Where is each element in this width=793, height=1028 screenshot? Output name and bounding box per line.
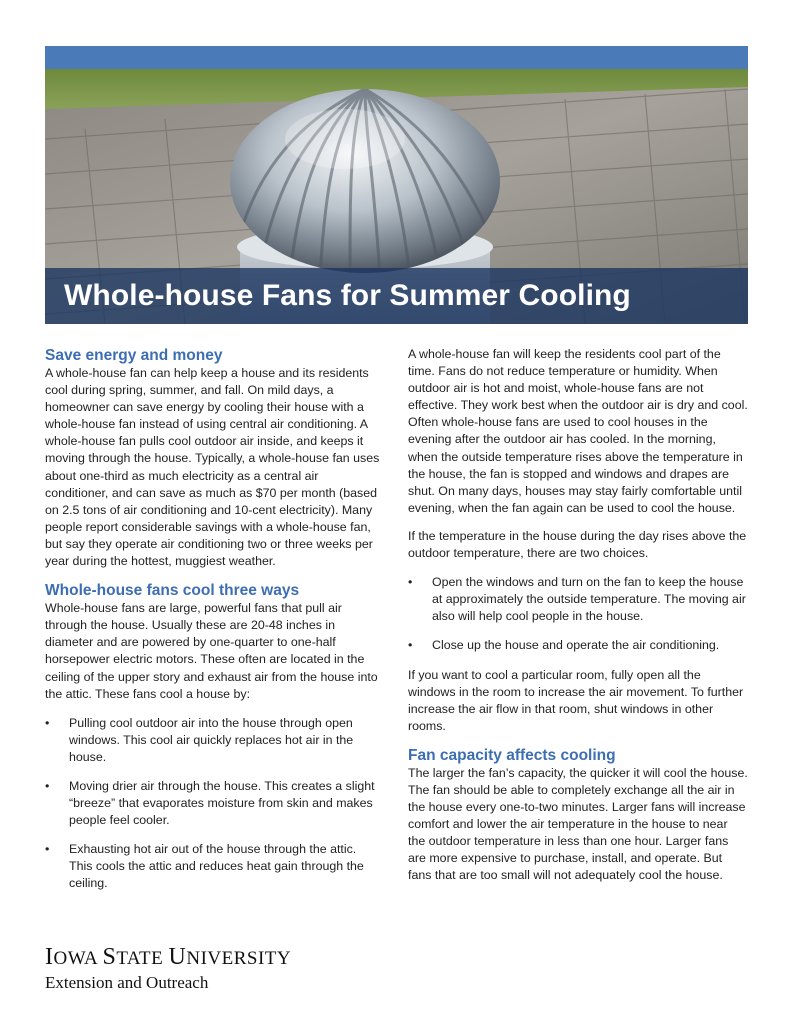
list-item	[45, 715, 381, 766]
list-item-text: Close up the house and operate the air conditioning.	[432, 638, 720, 653]
list-item-text: Moving drier air through the house. This creates a slight “breeze” that evaporates moisture from skin and makes people feel cooler.	[69, 778, 375, 828]
section-heading-save-energy: Save energy and money	[45, 347, 223, 364]
right-column	[408, 346, 748, 885]
bullet-list-cooling-methods	[45, 715, 381, 893]
list-item	[408, 637, 748, 654]
paragraph-resident-cooling: A whole-house fan will keep the residents cool part of the time. Fans do not reduce temperature or humidity. When outdoor air is hot and moist, whole-house fans are not effective. They work best when the outdoor air is dry and cool. Often whole-house fans are used to cool houses in the evening after the outdoor air has cooled. In the morning, when the outside temperature rises above the temperature in the house, the fan is stopped and windows and drapes are shut. On many days, houses may stay fairly comfortable until evening, when the fan again can be used to cool the house.	[408, 347, 748, 515]
list-item-text: Pulling cool outdoor air into the house through open windows. This cool air quickly replaces hot air in the house.	[69, 715, 354, 764]
bullet-icon: •	[45, 842, 50, 857]
iowa-state-logo	[45, 944, 291, 994]
page-title: Whole-house Fans for Summer Cooling	[45, 268, 748, 324]
paragraph-particular-room: If you want to cool a particular room, fully open all the windows in the room to increase the air movement. To further increase the air flow in that room, shut windows in other rooms.	[408, 667, 744, 733]
hero-image	[45, 69, 748, 324]
bullet-list-choices	[408, 574, 748, 654]
left-column	[45, 346, 381, 905]
section-body-fan-capacity: The larger the fan’s capacity, the quicker it will cool the house. The fan should be able to completely exchange all the air in the house every one-to-two minutes. Larger fans will increase comfort and lower the air temperature in the house to near the outdoor temperature in less than one hour. Larger fans are more expensive to purchase, install, and operate. But fans that are too small will not adequately cool the house.	[408, 765, 748, 883]
section-heading-fan-capacity: Fan capacity affects cooling	[408, 746, 616, 764]
section-body-cool-three-ways: Whole-house fans are large, powerful fans that pull air through the house. Usually these are 20-48 inches in diameter and are powered by one-quarter to one-half horsepower electric motors. These often are located in the ceiling of the upper story and exhaust air from the house into the attic. These fans cool a house by:	[45, 601, 378, 701]
paragraph-two-choices: If the temperature in the house during the day rises above the outdoor temperature, there are two choices.	[408, 528, 747, 561]
list-item-text: Open the windows and turn on the fan to keep the house at approximately the outside temperature. The moving air also will help cool people in the house.	[432, 575, 746, 624]
list-item	[408, 574, 748, 625]
list-item-text: Exhausting hot air out of the house through the attic. This cools the attic and reduces heat gain through the ceiling.	[69, 842, 364, 891]
logo-subtitle: Extension and Outreach	[45, 973, 209, 992]
bullet-icon: •	[45, 715, 50, 730]
logo-wordmark: IOWA STATE UNIVERSITY	[45, 944, 292, 970]
bullet-icon: •	[45, 778, 50, 793]
header-accent-bar	[45, 46, 748, 69]
list-item	[45, 841, 381, 892]
bullet-icon: •	[408, 638, 413, 653]
bullet-icon: •	[408, 575, 413, 590]
section-body-save-energy: A whole-house fan can help keep a house and its residents cool during spring, summer, and fall. On mild days, a homeowner can save energy by cooling their house with a whole-house fan instead of using central air conditioning. A whole-house fan pulls cool outdoor air inside, and keeps it moving through the house. Typically, a whole-house fan uses about one-third as much electricity as a central air conditioner, and can save as much as $70 per month (based on 2.5 tons of air conditioning and 10-cent electricity). Many people report considerable savings with a whole-house fan, but say they operate air conditioning two or three weeks per year during the hottest, muggiest weather.	[45, 366, 380, 569]
list-item	[45, 778, 381, 829]
section-heading-cool-three-ways: Whole-house fans cool three ways	[45, 582, 300, 600]
